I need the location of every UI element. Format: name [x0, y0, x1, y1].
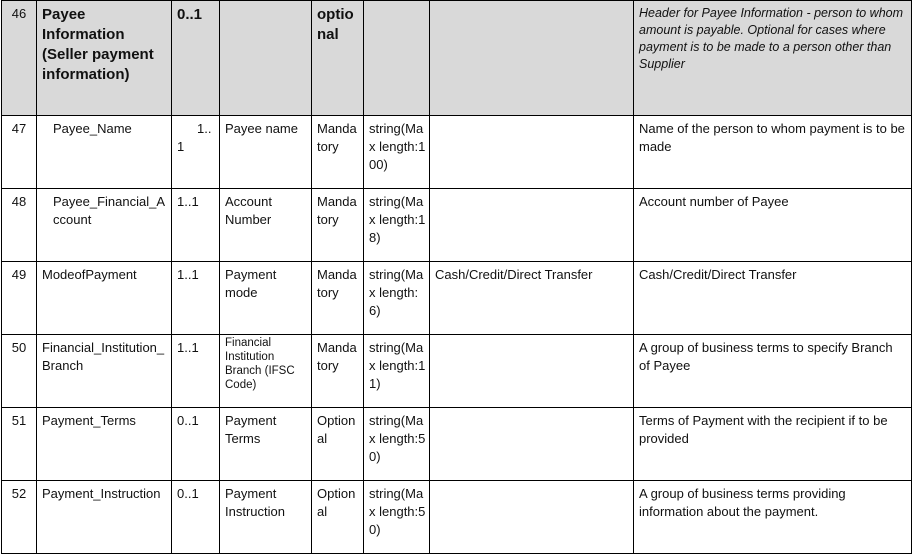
row-number: 46 [2, 1, 37, 116]
field-name: Financial_Institution_Branch [37, 335, 172, 408]
data-type: string(Max length:6) [364, 262, 430, 335]
description: Terms of Payment with the recipient if to be provided [634, 408, 912, 481]
cardinality: 1..1 [172, 116, 220, 189]
data-type: string(Max length:11) [364, 335, 430, 408]
requirement: Mandatory [312, 116, 364, 189]
description: Header for Payee Information - person to whom amount is payable. Optional for cases where payment is to be made to a person other than Supplier [634, 1, 912, 116]
allowed-values [430, 189, 634, 262]
requirement: Mandatory [312, 189, 364, 262]
field-name: Payment_Terms [37, 408, 172, 481]
description: A group of business terms providing information about the payment. [634, 481, 912, 554]
row-number: 47 [2, 116, 37, 189]
data-type: string(Max length:50) [364, 408, 430, 481]
payee-fields-table [1, 0, 912, 554]
field-label: Financial Institution Branch (IFSC Code) [220, 335, 312, 408]
row-number: 48 [2, 189, 37, 262]
field-label: Payment Instruction [220, 481, 312, 554]
requirement: optional [312, 1, 364, 116]
field-label: Payment Terms [220, 408, 312, 481]
field-label [220, 1, 312, 116]
cardinality: 0..1 [172, 481, 220, 554]
data-type: string(Max length:18) [364, 189, 430, 262]
requirement: Optional [312, 408, 364, 481]
description: Cash/Credit/Direct Transfer [634, 262, 912, 335]
cardinality: 1..1 [172, 189, 220, 262]
allowed-values [430, 335, 634, 408]
data-type: string(Max length:50) [364, 481, 430, 554]
table-row [2, 116, 912, 189]
allowed-values [430, 408, 634, 481]
cardinality: 0..1 [172, 1, 220, 116]
description: Account number of Payee [634, 189, 912, 262]
description: Name of the person to whom payment is to be made [634, 116, 912, 189]
data-type: string(Max length:100) [364, 116, 430, 189]
cardinality: 1..1 [172, 262, 220, 335]
cardinality: 0..1 [172, 408, 220, 481]
table-row [2, 408, 912, 481]
field-name: ModeofPayment [37, 262, 172, 335]
table-row [2, 335, 912, 408]
table-row [2, 262, 912, 335]
allowed-values [430, 116, 634, 189]
field-label: Payment mode [220, 262, 312, 335]
row-number: 49 [2, 262, 37, 335]
field-name: Payment_Instruction [37, 481, 172, 554]
requirement: Optional [312, 481, 364, 554]
row-number: 52 [2, 481, 37, 554]
requirement: Mandatory [312, 335, 364, 408]
table-row [2, 481, 912, 554]
table-row-header-46 [2, 1, 912, 116]
row-number: 50 [2, 335, 37, 408]
data-type [364, 1, 430, 116]
row-number: 51 [2, 408, 37, 481]
allowed-values [430, 481, 634, 554]
field-name: Payee_Name [37, 116, 172, 189]
requirement: Mandatory [312, 262, 364, 335]
field-label: Payee name [220, 116, 312, 189]
allowed-values [430, 1, 634, 116]
field-label: Account Number [220, 189, 312, 262]
description: A group of business terms to specify Branch of Payee [634, 335, 912, 408]
field-name: Payee Information (Seller payment information) [37, 1, 172, 116]
table-row [2, 189, 912, 262]
field-name: Payee_Financial_Account [37, 189, 172, 262]
cardinality: 1..1 [172, 335, 220, 408]
allowed-values: Cash/Credit/Direct Transfer [430, 262, 634, 335]
